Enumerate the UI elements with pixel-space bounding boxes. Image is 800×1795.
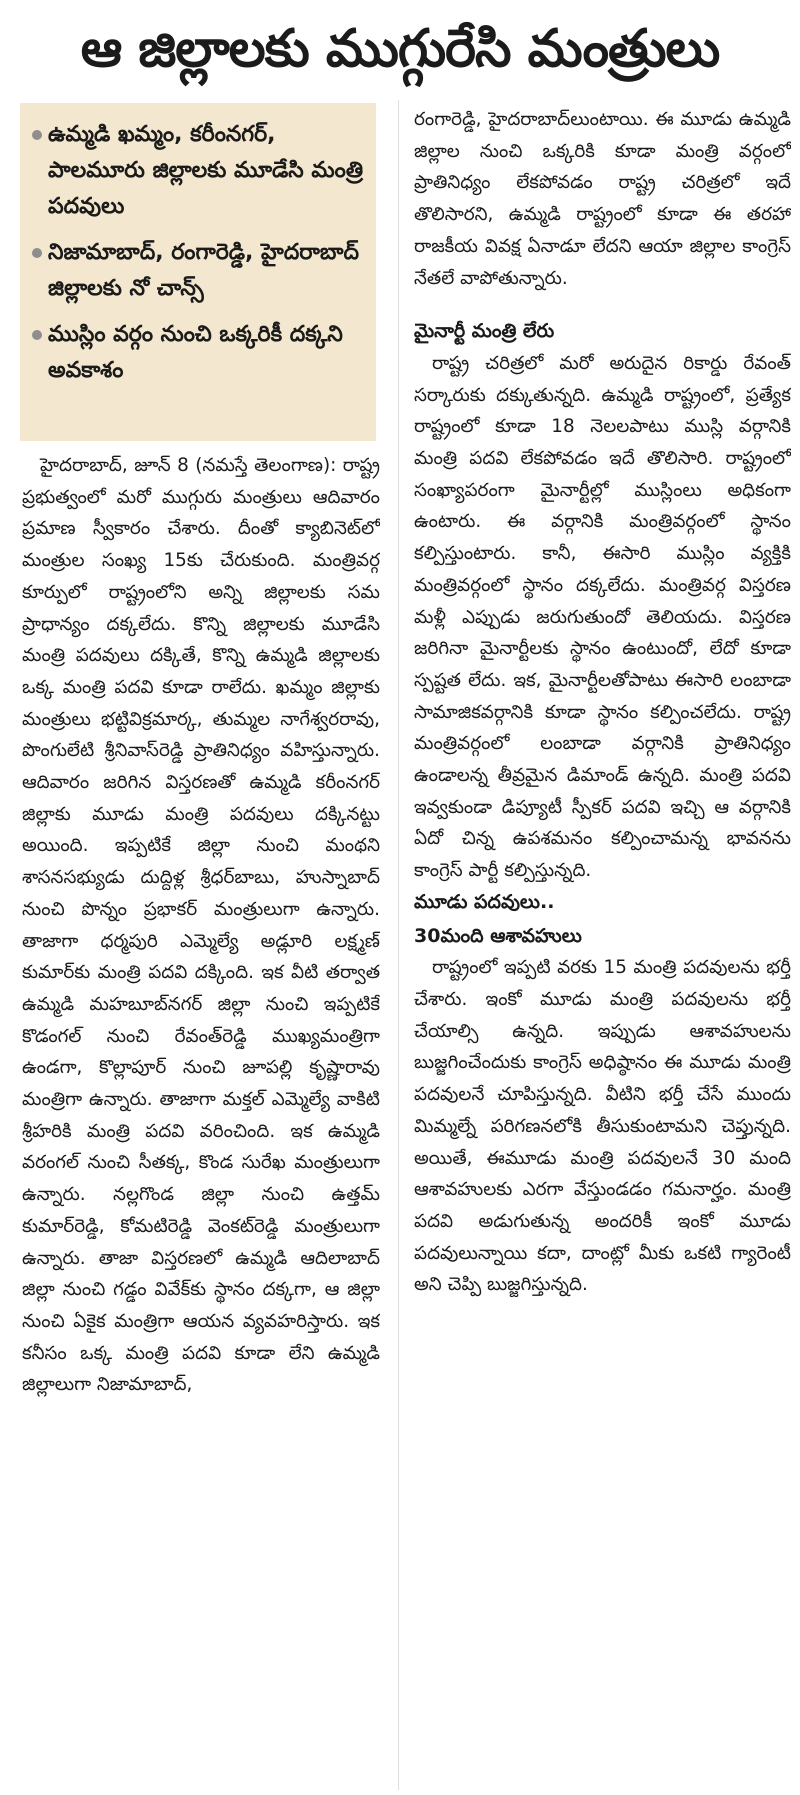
column-divider [398, 100, 399, 1790]
highlight-text: ఉమ్మడి ఖమ్మం, కరీంనగర్, పాలమూరు జిల్లాలకు మూడేసి మంత్రి పదవులు [48, 122, 364, 219]
bullet-icon [30, 235, 48, 271]
highlight-item [30, 117, 368, 225]
section-heading-minority: మైనార్టీ మంత్రి లేరు [414, 320, 555, 343]
column-left [22, 450, 380, 1792]
highlights-box [20, 103, 376, 441]
highlight-text: నిజామాబాద్, రంగారెడ్డి, హైదరాబాద్ జిల్లాలకు నో చాన్స్ [48, 240, 360, 301]
bullet-icon [30, 317, 48, 353]
continuation-paragraph: రంగారెడ్డి, హైదరాబాద్‌లుంటాయి. ఈ మూడు ఉమ్మడి జిల్లాల నుంచి ఒక్కరికి కూడా మంత్రి వర్గంలో ప్రాతినిధ్యం లేకపోవడం రాష్ట్ర చరిత్రలో ఇదే తొలిసారని, ఉమ్మడి రాష్ట్రంలో కూడా ఈ తరహా రాజకీయ వివక్ష ఏనాడూ లేదని ఆయా జిల్లాల కాంగ్రెస్ నేతలే వాపోతున్నారు. [414, 109, 791, 289]
section-body-minority: రాష్ట్ర చరిత్రలో మరో అరుదైన రికార్డు రేవంత్ సర్కారుకు దక్కుతున్నది. ఉమ్మడి రాష్ట్రంలో, ప్రత్యేక రాష్ట్రంలో కూడా 18 నెలలపాటు ముస్లి వర్గానికి మంత్రి పదవి లేకపోవడం ఇదే తొలిసారి. రాష్ట్రంలో సంఖ్యాపరంగా మైనార్టీల్లో ముస్లింలు అధికంగా ఉంటారు. ఈ వర్గానికి మంత్రివర్గంలో స్థానం కల్పిస్తుంటారు. కానీ, ఈసారి ముస్లిం వ్యక్తికి మంత్రివర్గంలో స్థానం దక్కలేదు. మంత్రివర్గ విస్తరణ మళ్లీ ఎప్పుడు జరుగుతుందో తెలియదు. విస్తరణ జరిగినా మైనార్టీలకు స్థానం ఉంటుందో, లేదో కూడా స్పష్టత లేదు. ఇక, మైనార్టీలతోపాటు ఈసారి లంబాడా సామాజికవర్గానికి కూడా స్థానం కల్పించలేదు. రాష్ట్ర మంత్రివర్గంలో లంబాడా వర్గానికి ప్రాతినిధ్యం ఉండాలన్న తీవ్రమైన డిమాండ్ ఉన్నది. మంత్రి పదవి ఇవ్వకుండా డిప్యూటీ స్పీకర్ పదవి ఇచ్చి ఆ వర్గానికి ఏదో చిన్న ఉపశమనం కల్పించామన్న భావనను కాంగ్రెస్ పార్టీ కల్పిస్తున్నది. [414, 352, 791, 882]
section-heading-aspirants: 30మంది ఆశావహులు [414, 924, 582, 947]
highlight-item [30, 235, 368, 307]
column-right [414, 104, 791, 1792]
highlight-item [30, 317, 368, 389]
section-body-aspirants: రాష్ట్రంలో ఇప్పటి వరకు 15 మంత్రి పదవులను భర్తీ చేశారు. ఇంకో మూడు మంత్రి పదవులను భర్తీ చేయాల్సి ఉన్నది. ఇప్పుడు ఆశావహులను బుజ్జగించేందుకు కాంగ్రెస్ అధిష్ఠానం ఈ మూడు మంత్రి పదవులనే చూపిస్తున్నది. వీటిని భర్తీ చేసే ముందు మిమ్మల్నే పరిగణనలోకి తీసుకుంటామని చెప్తున్నది. అయితే, ఈమూడు మంత్రి పదవులనే 30 మంది ఆశావహులకు ఎరగా వేస్తుండడం గమనార్హం. మంత్రి పదవి అడుగుతున్న అందరికీ ఇంకో మూడు పదవులున్నాయి కదా, దాంట్లో మీకు ఒకటి గ్యారెంటీ అని చెప్పి బుజ్జగిస్తున్నది. [414, 957, 791, 1296]
bullet-icon [30, 117, 48, 153]
highlight-text: ముస్లిం వర్గం నుంచి ఒక్కరికీ దక్కని అవకాశం [48, 322, 343, 383]
headline: ఆ జిల్లాలకు ముగ్గురేసి మంత్రులు [80, 19, 720, 79]
lead-paragraph: హైదరాబాద్, జూన్ 8 (నమస్తే తెలంగాణ): రాష్ట్ర ప్రభుత్వంలో మరో ముగ్గురు మంత్రులు ఆదివారం ప్రమాణ స్వీకారం చేశారు. దీంతో క్యాబినెట్‌లో మంత్రుల సంఖ్య 15కు చేరుకుంది. మంత్రివర్గ కూర్పులో రాష్ట్రంలోని అన్ని జిల్లాలకు సమ ప్రాధాన్యం దక్కలేదు. కొన్ని జిల్లాలకు మూడేసి మంత్రి పదవులు దక్కితే, కొన్ని ఉమ్మడి జిల్లాలకు ఒక్క మంత్రి పదవి కూడా రాలేదు. ఖమ్మం జిల్లాకు మంత్రులు భట్టివిక్రమార్క, తుమ్మల నాగేశ్వరరావు, పొంగులేటి శ్రీనివాస్‌రెడ్డి ప్రాతినిధ్యం వహిస్తున్నారు. ఆదివారం జరిగిన విస్తరణతో ఉమ్మడి కరీంనగర్ జిల్లాకు మూడు మంత్రి పదవులు దక్కినట్టు అయింది. ఇప్పటికే జిల్లా నుంచి మంథని శాసనసభ్యుడు దుద్దిళ్ల శ్రీధర్‌బాబు, హుస్నాబాద్ నుంచి పొన్నం ప్రభాకర్ మంత్రులుగా ఉన్నారు. తాజాగా ధర్మపురి ఎమ్మెల్యే అడ్లూరి లక్ష్మణ్ కుమార్‌కు మంత్రి పదవి దక్కింది. ఇక వీటి తర్వాత ఉమ్మడి మహబూబ్‌నగర్ జిల్లా నుంచి ఇప్పటికే కొడంగల్ నుంచి రేవంత్‌రెడ్డి ముఖ్యమంత్రిగా ఉండగా, కొల్లాపూర్ నుంచి జూపల్లి కృష్ణారావు మంత్రిగా ఉన్నారు. తాజాగా మక్తల్ ఎమ్మెల్యే వాకిటి శ్రీహరికి మంత్రి పదవి వరించింది. ఇక ఉమ్మడి వరంగల్ నుంచి సీతక్క, కొండ సురేఖ మంత్రులుగా ఉన్నారు. నల్లగొండ జిల్లా నుంచి ఉత్తమ్ కుమార్‌రెడ్డి, కోమటిరెడ్డి వెంకట్‌రెడ్డి మంత్రులుగా ఉన్నారు. తాజా విస్తరణలో ఉమ్మడి ఆదిలాబాద్ జిల్లా నుంచి గడ్డం వివేక్‌కు స్థానం దక్కగా, ఆ జిల్లా నుంచి ఏకైక మంత్రిగా ఆయన వ్యవహరిస్తారు. ఇక కనీసం ఒక్క మంత్రి పదవి కూడా లేని ఉమ్మడి జిల్లాలుగా నిజామాబాద్, [22, 455, 380, 1396]
section-heading-posts: మూడు పదవులు.. [414, 890, 555, 913]
